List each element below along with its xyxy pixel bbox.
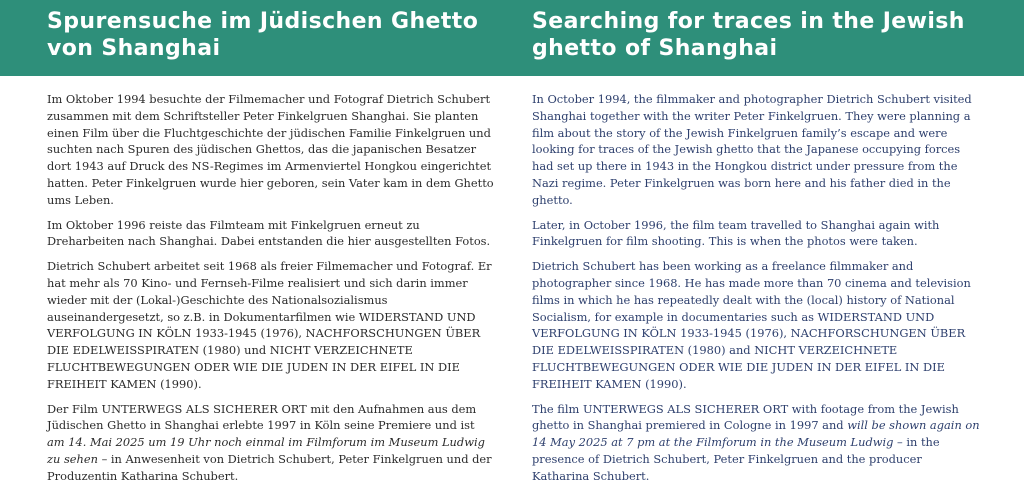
german-p4-end: – in Anwesenheit von Dietrich Schubert, Peter Finkelgruen und der Produzentin Katharina Schubert. bbox=[47, 451, 492, 483]
german-screening-date: am 14. Mai 2025 um 19 Uhr noch einmal im Filmforum im Museum Ludwig zu sehen bbox=[47, 435, 485, 466]
english-title: Searching for traces in the Jewish ghetto of Shanghai bbox=[532, 9, 965, 61]
german-paragraph-4 bbox=[47, 401, 494, 485]
german-paragraph-1: Im Oktober 1994 besuchte der Filmemacher und Fotograf Dietrich Schubert zusammen mit dem Schriftsteller Peter Finkelgruen Shanghai. Sie planten einen Film über die Fluchtgeschichte der jüdischen Familie Finkelgruen und suchten nach Spuren des jüdischen Ghettos, das die japanischen Besatzer dort 1943 auf Druck des NS-Regimes im Armenviertel Hongkou eingerichtet hatten. Peter Finkelgruen wurde hier geboren, sein Vater kam in dem Ghetto ums Leben. bbox=[47, 92, 494, 207]
english-column bbox=[532, 91, 982, 493]
english-p4-start: The film UNTERWEGS ALS SICHERER ORT with footage from the Jewish ghetto in Shanghai premiered in Cologne in 1997 and bbox=[532, 401, 959, 433]
german-paragraph-2: Im Oktober 1996 reiste das Filmteam mit Finkelgruen erneut zu Dreharbeiten nach Shanghai. Dabei entstanden die hier ausgestellten Fotos. bbox=[47, 217, 491, 249]
english-screening-date: will be shown again on 14 May 2025 at 7 pm at the Filmforum in the Museum Ludwig bbox=[532, 418, 980, 450]
header-banner bbox=[0, 0, 1024, 76]
english-paragraph-1: In October 1994, the filmmaker and photographer Dietrich Schubert visited Shanghai together with the writer Peter Finkelgruen. They were planning a film about the story of the Jewish Finkelgruen family’s escape and were looking for traces of the Jewish ghetto that the Japanese occupying forces had set up there in 1943 in the Hongkou district under pressure from the Nazi regime. Peter Finkelgruen was born here and his father died in the ghetto. bbox=[532, 92, 972, 207]
english-paragraph-3: Dietrich Schubert has been working as a freelance filmmaker and photographer since 1968. He has made more than 70 cinema and television films in which he has repeatedly dealt with the (local) history of National Socialism, for example in documentaries such as WIDERSTAND UND VERFOLGUNG IN KÖLN 1933-1945 (1976), NACHFORSCHUNGEN ÜBER DIE EDELWEISSPIRATEN (1980) and NICHT VERZEICHNETE FLUCHTBEWEGUNGEN ODER WIE DIE JUDEN IN DER EIFEL IN DIE FREIHEIT KAMEN (1990). bbox=[532, 259, 971, 391]
english-p4-end: – in the presence of Dietrich Schubert, Peter Finkelgruen and the producer Katharina Schubert. bbox=[532, 435, 940, 483]
german-column bbox=[47, 91, 494, 493]
german-paragraph-3: Dietrich Schubert arbeitet seit 1968 als freier Filmemacher und Fotograf. Er hat mehr als 70 Kino- und Fernseh-Filme realisiert und sich darin immer wieder mit der (Lokal-)Geschichte des Nationalsozialismus auseinandergesetzt, so z.B. in Dokumentarfilmen wie WIDERSTAND UND VERFOLGUNG IN KÖLN 1933-1945 (1976), NACHFORSCHUNGEN ÜBER DIE EDELWEISSPIRATEN (1980) und NICHT VERZEICHNETE FLUCHTBEWEGUNGEN ODER WIE DIE JUDEN IN DER EIFEL IN DIE FREIHEIT KAMEN (1990). bbox=[47, 259, 492, 391]
english-paragraph-2: Later, in October 1996, the film team travelled to Shanghai again with Finkelgruen for film shooting. This is when the photos were taken. bbox=[532, 217, 940, 249]
german-title: Spurensuche im Jüdischen Ghetto von Shanghai bbox=[47, 9, 479, 61]
german-p4-start: Der Film UNTERWEGS ALS SICHERER ORT mit den Aufnahmen aus dem Jüdischen Ghetto in Shanghai erlebte 1997 in Köln seine Premiere und ist bbox=[47, 401, 477, 433]
english-paragraph-4 bbox=[532, 401, 982, 485]
